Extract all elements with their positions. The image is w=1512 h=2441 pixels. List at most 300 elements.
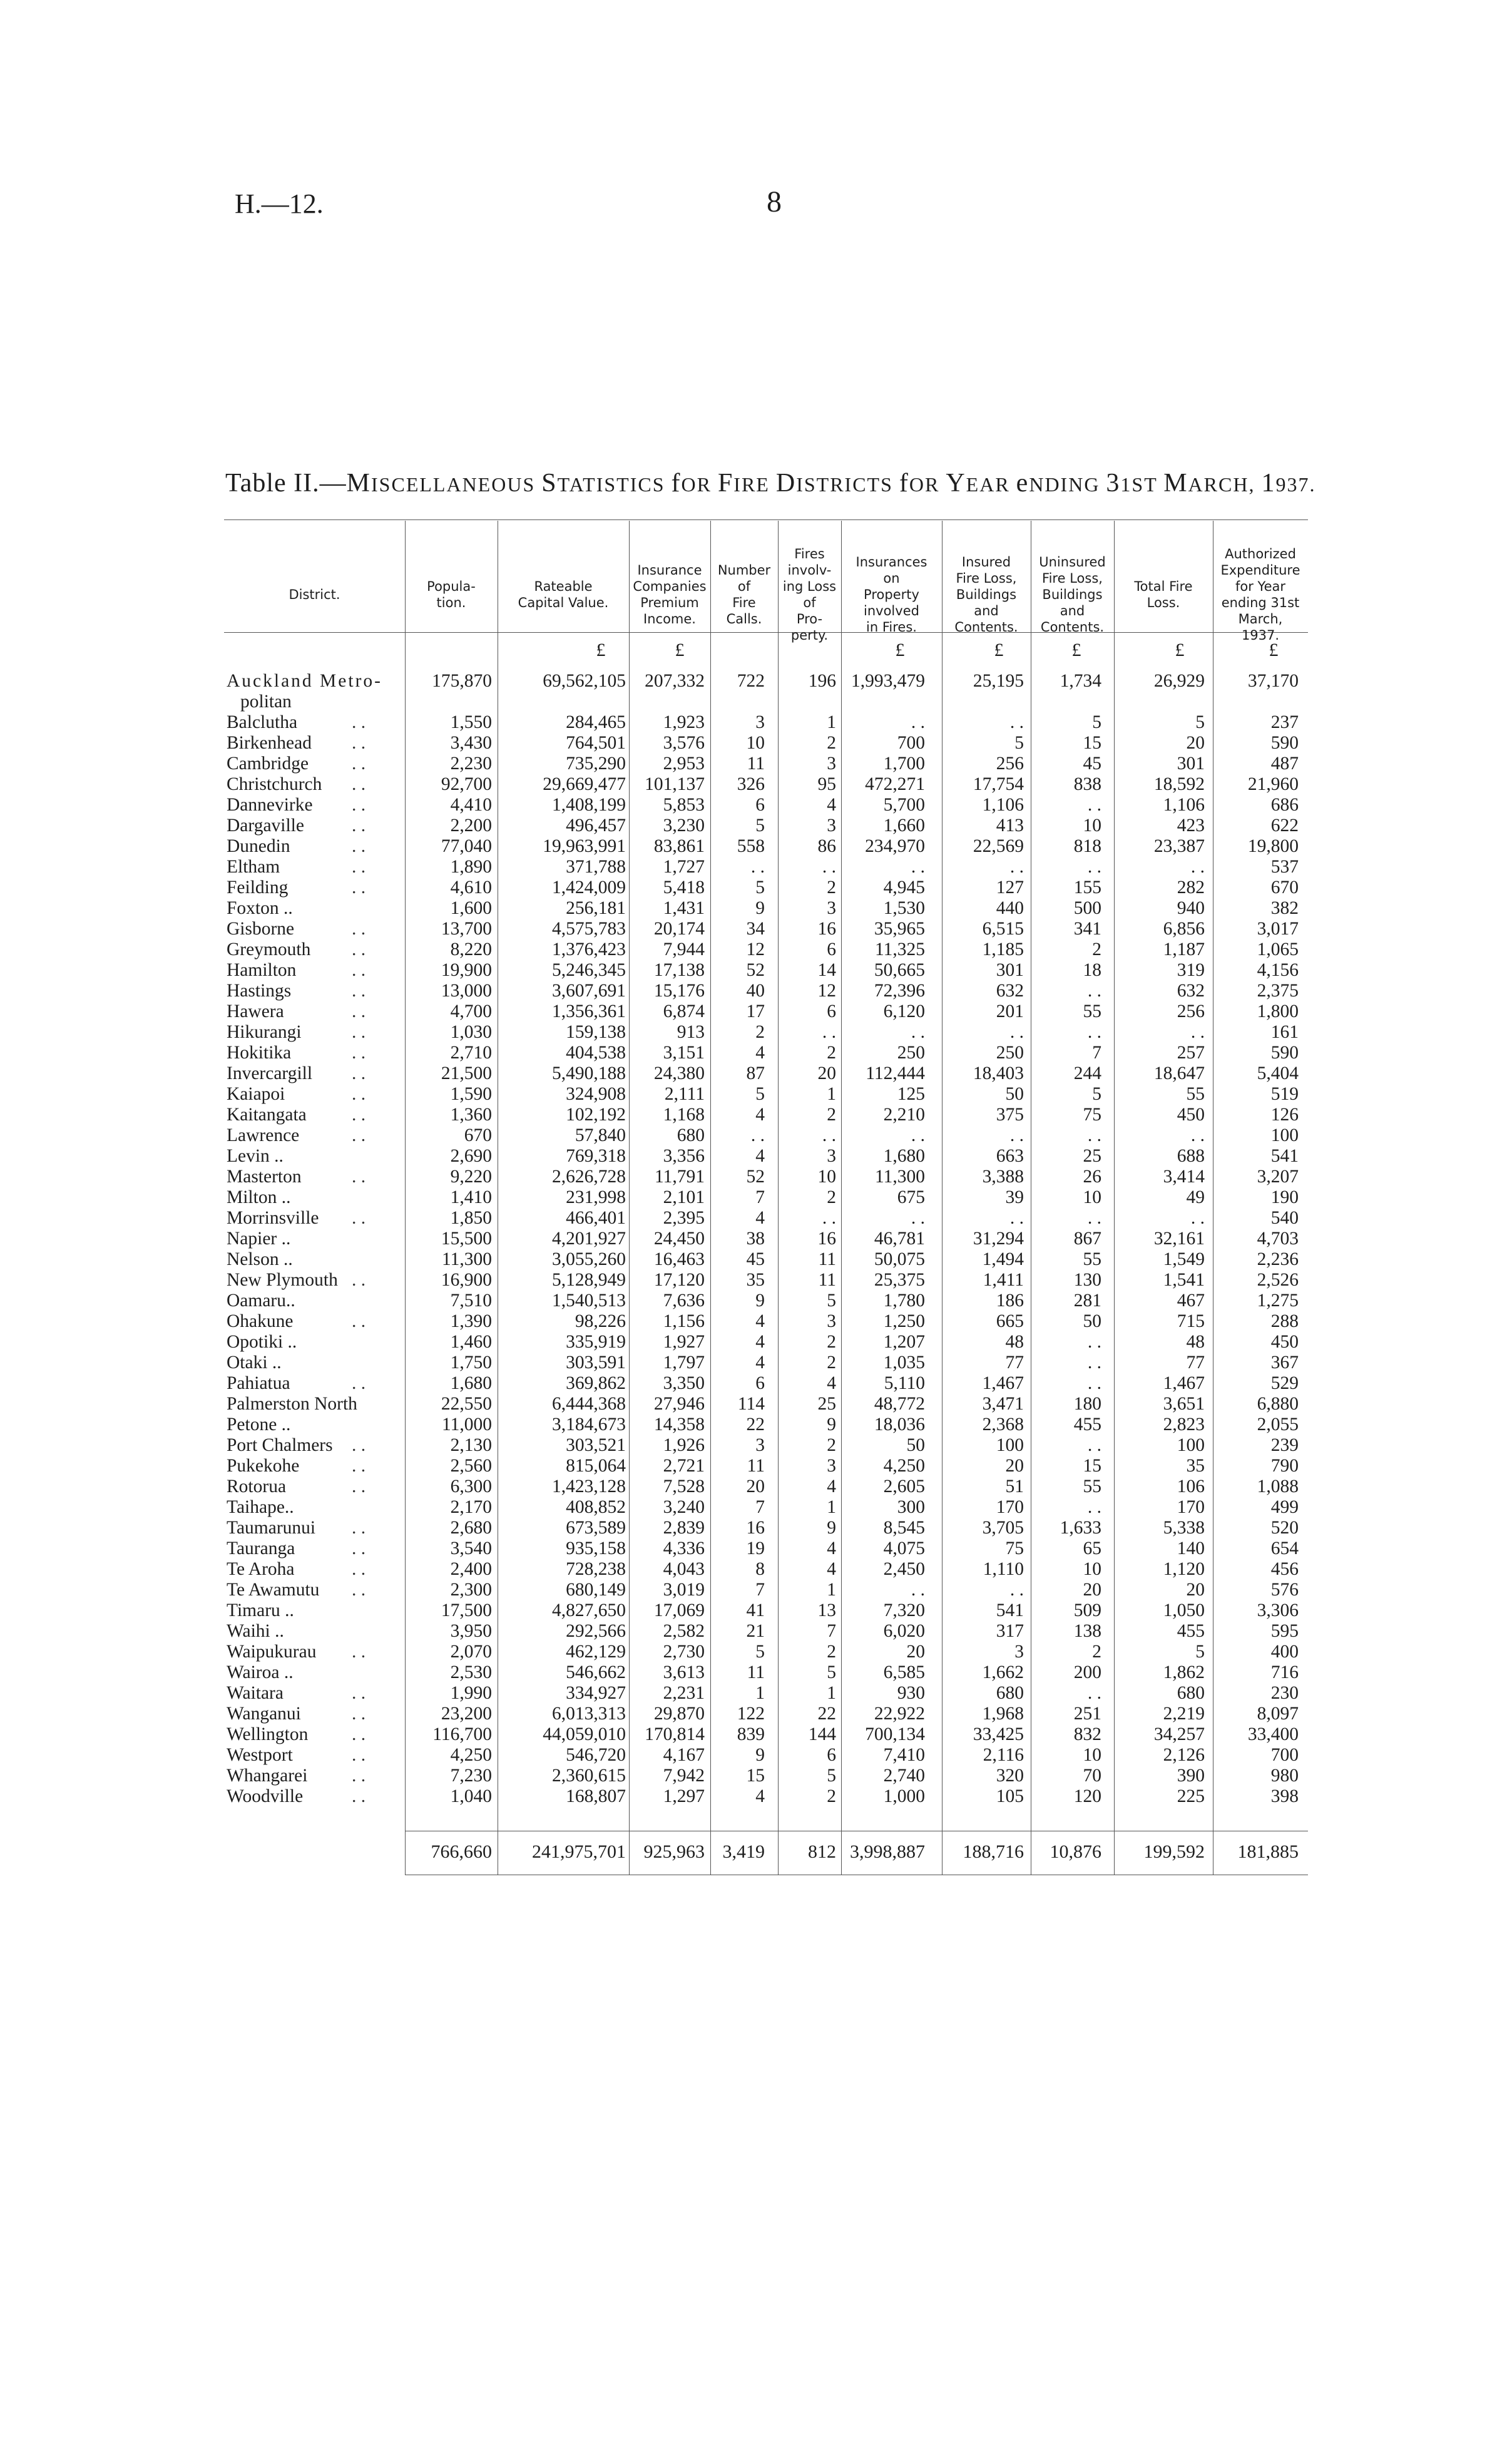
cell-expenditure: 519 (1270, 1084, 1299, 1104)
cell-insurances: 6,120 (883, 1001, 925, 1021)
cell-total-loss: 1,541 (1163, 1270, 1205, 1290)
cell-uninsured-loss: 130 (1073, 1270, 1101, 1290)
district-name: Dargaville (227, 816, 304, 836)
cell-calls: 22 (746, 1415, 765, 1435)
leader-dots: . . (352, 754, 366, 774)
cell-calls: 6 (755, 795, 765, 815)
cell-capital: 408,852 (566, 1497, 626, 1517)
cell-fires-loss: 2 (827, 878, 836, 898)
district-name: Woodville (227, 1786, 304, 1806)
cell-expenditure: 540 (1270, 1208, 1299, 1228)
cell-insurances: 234,970 (865, 836, 925, 856)
cell-uninsured-loss: 10 (1083, 1745, 1101, 1765)
cell-uninsured-loss: 244 (1073, 1063, 1101, 1083)
cell-insurances: 50,665 (874, 960, 925, 980)
table-row (0, 1745, 1512, 1766)
district-name: Oamaru.. (227, 1291, 295, 1311)
cell-insurances: 6,020 (883, 1621, 925, 1641)
table-row (0, 1394, 1512, 1415)
cell-uninsured-loss: . . (1087, 1332, 1101, 1352)
totals-row (0, 1841, 1512, 1862)
cell-uninsured-loss: 200 (1073, 1662, 1101, 1682)
leader-dots: . . (352, 712, 366, 732)
cell-insured-loss: 33,425 (973, 1724, 1024, 1744)
cell-population: 1,750 (450, 1353, 492, 1373)
cell-population: 2,230 (450, 754, 492, 774)
cell-expenditure: 790 (1270, 1456, 1299, 1476)
cell-uninsured-loss: . . (1087, 1208, 1101, 1228)
cell-fires-loss: 2 (827, 1332, 836, 1352)
cell-total-loss: 18,592 (1153, 774, 1205, 794)
cell-population: 2,680 (450, 1518, 492, 1538)
table-row (0, 1229, 1512, 1249)
cell-capital: 369,862 (566, 1373, 626, 1393)
cell-calls: 5 (755, 1084, 765, 1104)
cell-total-loss: 940 (1177, 898, 1205, 918)
cell-insurances: 7,410 (883, 1745, 925, 1765)
cell-fires-loss: 4 (827, 1476, 836, 1497)
cell-calls: 19 (746, 1538, 765, 1558)
cell-capital: 546,720 (566, 1745, 626, 1765)
cell-insured-loss: 2,116 (983, 1745, 1024, 1765)
cell-total-loss: 455 (1177, 1621, 1205, 1641)
cell-expenditure: 190 (1270, 1187, 1299, 1207)
cell-population: 1,410 (450, 1187, 492, 1207)
cell-capital: 496,457 (566, 816, 626, 836)
cell-premium: 4,167 (663, 1745, 705, 1765)
cell-total-loss: 77 (1186, 1353, 1205, 1373)
cell-uninsured-loss: 341 (1073, 919, 1101, 939)
cell-calls: 4 (755, 1311, 765, 1331)
cell-premium: 16,463 (653, 1249, 705, 1269)
cell-insurances: 22,922 (874, 1704, 925, 1724)
total-insurances: 3,998,887 (850, 1841, 925, 1862)
column-header-total-loss (1114, 523, 1213, 667)
cell-insurances: 675 (897, 1187, 925, 1207)
cell-insured-loss: 31,294 (973, 1229, 1024, 1249)
cell-insurances: 1,530 (883, 898, 925, 918)
total-fires-loss: 812 (808, 1841, 836, 1862)
cell-capital: 44,059,010 (543, 1724, 626, 1744)
cell-insurances: 472,271 (865, 774, 925, 794)
unit-symbol: £ (1269, 640, 1279, 660)
district-name: Pukekohe (227, 1456, 300, 1476)
table-row (0, 1559, 1512, 1580)
cell-capital: 335,919 (566, 1332, 626, 1352)
cell-total-loss: 1,549 (1163, 1249, 1205, 1269)
cell-expenditure: 700 (1270, 1745, 1299, 1765)
cell-premium: 11,791 (654, 1167, 705, 1187)
district-name: Nelson .. (227, 1249, 293, 1269)
cell-insured-loss: 127 (996, 878, 1024, 898)
column-header-fires-loss (778, 523, 841, 667)
cell-calls: 7 (755, 1580, 765, 1600)
cell-total-loss: 256 (1177, 1001, 1205, 1021)
cell-capital: 5,490,188 (552, 1063, 626, 1083)
cell-population: 15,500 (441, 1229, 492, 1249)
cell-uninsured-loss: 55 (1083, 1249, 1101, 1269)
district-name: Kaitangata (227, 1105, 307, 1125)
cell-premium: 1,156 (663, 1311, 705, 1331)
unit-symbol: £ (895, 640, 905, 660)
cell-calls: 3 (755, 712, 765, 732)
district-name: Eltham (227, 857, 280, 877)
cell-population: 19,900 (441, 960, 492, 980)
leader-dots: . . (352, 1476, 366, 1497)
cell-population: 116,700 (432, 1724, 492, 1744)
cell-calls: 122 (737, 1704, 765, 1724)
cell-capital: 404,538 (566, 1043, 626, 1063)
leader-dots: . . (352, 1373, 366, 1393)
cell-capital: 1,356,361 (552, 1001, 626, 1021)
cell-insurances: 48,772 (874, 1394, 925, 1414)
column-header-text: Insured Fire Loss, Buildings and Contents. (954, 555, 1018, 635)
cell-capital: 764,501 (566, 733, 626, 753)
cell-population: 2,400 (450, 1559, 492, 1579)
leader-dots: . . (352, 1766, 366, 1786)
cell-uninsured-loss: 7 (1092, 1043, 1101, 1063)
cell-uninsured-loss: 509 (1073, 1600, 1101, 1620)
cell-uninsured-loss: 75 (1083, 1105, 1101, 1125)
leader-dots: . . (352, 774, 366, 794)
table-row (0, 1373, 1512, 1394)
cell-expenditure: 4,703 (1257, 1229, 1299, 1249)
total-premium: 925,963 (643, 1841, 705, 1862)
cell-fires-loss: 5 (827, 1766, 836, 1786)
cell-calls: 35 (746, 1270, 765, 1290)
leader-dots: . . (352, 878, 366, 898)
table-row (0, 960, 1512, 981)
cell-insurances: 1,035 (883, 1353, 925, 1373)
cell-fires-loss: 16 (817, 1229, 836, 1249)
district-name: Te Aroha (227, 1559, 295, 1579)
cell-insurances: 700 (897, 733, 925, 753)
cell-fires-loss: 5 (827, 1291, 836, 1311)
cell-total-loss: 18,647 (1153, 1063, 1205, 1083)
cell-capital: 680,149 (566, 1580, 626, 1600)
cell-population: 2,690 (450, 1146, 492, 1166)
table-row (0, 836, 1512, 857)
cell-total-loss: 1,050 (1163, 1600, 1205, 1620)
cell-calls: 16 (746, 1518, 765, 1538)
cell-calls: 4 (755, 1146, 765, 1166)
cell-insured-loss: 186 (996, 1291, 1024, 1311)
cell-capital: 57,840 (575, 1125, 626, 1145)
cell-premium: 24,380 (653, 1063, 705, 1083)
cell-insurances: 700,134 (865, 1724, 925, 1744)
table-row (0, 898, 1512, 919)
cell-calls: 7 (755, 1187, 765, 1207)
district-name: Morrinsville (227, 1208, 319, 1228)
cell-population: 3,430 (450, 733, 492, 753)
table-title-prefix: Table II.— (225, 469, 347, 498)
leader-dots: . . (352, 1745, 366, 1765)
cell-fires-loss: 11 (818, 1249, 836, 1269)
table-row (0, 1518, 1512, 1538)
cell-population: 4,250 (450, 1745, 492, 1765)
cell-population: 1,460 (450, 1332, 492, 1352)
column-header-text: Fires involv- ing Loss of Pro- perty. (782, 546, 837, 643)
cell-total-loss: 1,120 (1163, 1559, 1205, 1579)
cell-total-loss: 140 (1177, 1538, 1205, 1558)
cell-expenditure: 595 (1270, 1621, 1299, 1641)
cell-fires-loss: 3 (827, 1311, 836, 1331)
cell-total-loss: 5 (1195, 712, 1205, 732)
cell-insured-loss: 2,368 (982, 1415, 1024, 1435)
table-row (0, 939, 1512, 960)
cell-calls: 114 (737, 1394, 765, 1414)
leader-dots: . . (352, 1105, 366, 1125)
cell-total-loss: 20 (1186, 1580, 1205, 1600)
cell-expenditure: 1,065 (1257, 939, 1299, 960)
table-row (0, 733, 1512, 754)
cell-calls: 7 (755, 1497, 765, 1517)
leader-dots: . . (352, 1063, 366, 1083)
cell-uninsured-loss: . . (1087, 1373, 1101, 1393)
cell-total-loss: 3,651 (1163, 1394, 1205, 1414)
cell-fires-loss: 12 (817, 981, 836, 1001)
cell-total-loss: 450 (1177, 1105, 1205, 1125)
cell-population: 11,000 (441, 1415, 492, 1435)
cell-premium: 1,168 (663, 1105, 705, 1125)
district-name: Te Awamutu (227, 1580, 320, 1600)
cell-uninsured-loss: 120 (1073, 1786, 1101, 1806)
leader-dots: . . (352, 1683, 366, 1703)
cell-calls: 52 (746, 960, 765, 980)
cell-population: 22,550 (441, 1394, 492, 1414)
cell-insured-loss: 6,515 (982, 919, 1024, 939)
district-name: Whangarei (227, 1766, 308, 1786)
cell-insured-loss: 1,662 (982, 1662, 1024, 1682)
cell-insured-loss: 3,471 (982, 1394, 1024, 1414)
total-insured-loss: 188,716 (963, 1841, 1024, 1862)
cell-expenditure: 529 (1270, 1373, 1299, 1393)
cell-capital: 29,669,477 (543, 774, 626, 794)
cell-uninsured-loss: 15 (1083, 733, 1101, 753)
district-name: Taumarunui (227, 1518, 316, 1538)
cell-insured-loss: 1,411 (983, 1270, 1024, 1290)
cell-insurances: 112,444 (866, 1063, 925, 1083)
table-row (0, 1724, 1512, 1745)
cell-insured-loss: 51 (1005, 1476, 1024, 1497)
cell-premium: 14,358 (653, 1415, 705, 1435)
cell-insured-loss: 375 (996, 1105, 1024, 1125)
cell-uninsured-loss: 26 (1083, 1167, 1101, 1187)
cell-insurances: 250 (897, 1043, 925, 1063)
cell-uninsured-loss: 838 (1073, 774, 1101, 794)
table-row (0, 1043, 1512, 1063)
cell-capital: 256,181 (566, 898, 626, 918)
cell-capital: 6,444,368 (552, 1394, 626, 1414)
leader-dots: . . (352, 1518, 366, 1538)
cell-insurances: 2,210 (883, 1105, 925, 1125)
cell-capital: 815,064 (566, 1456, 626, 1476)
cell-insurances: 4,075 (883, 1538, 925, 1558)
leader-dots: . . (352, 1311, 366, 1331)
cell-premium: 3,240 (663, 1497, 705, 1517)
district-name: Wellington (227, 1724, 309, 1744)
cell-capital: 303,591 (566, 1353, 626, 1373)
district-name: Hawera (227, 1001, 284, 1021)
cell-expenditure: 520 (1270, 1518, 1299, 1538)
cell-population: 1,550 (450, 712, 492, 732)
cell-fires-loss: 6 (827, 1745, 836, 1765)
cell-expenditure: 1,800 (1257, 1001, 1299, 1021)
cell-uninsured-loss: 138 (1073, 1621, 1101, 1641)
district-name: Westport (227, 1745, 293, 1765)
cell-insurances: 300 (897, 1497, 925, 1517)
cell-expenditure: 400 (1270, 1642, 1299, 1662)
cell-calls: 52 (746, 1167, 765, 1187)
cell-capital: 69,562,105 (543, 671, 626, 691)
cell-uninsured-loss: 180 (1073, 1394, 1101, 1414)
table-row (0, 1332, 1512, 1353)
leader-dots: . . (352, 939, 366, 960)
cell-fires-loss: . . (822, 1125, 836, 1145)
cell-fires-loss: 6 (827, 1001, 836, 1021)
cell-total-loss: 170 (1177, 1497, 1205, 1517)
cell-fires-loss: 2 (827, 1043, 836, 1063)
cell-expenditure: 576 (1270, 1580, 1299, 1600)
leader-dots: . . (352, 960, 366, 980)
cell-insured-loss: 39 (1005, 1187, 1024, 1207)
cell-calls: 5 (755, 1642, 765, 1662)
cell-total-loss: 3,414 (1163, 1167, 1205, 1187)
cell-capital: 5,128,949 (552, 1270, 626, 1290)
district-name: Hikurangi (227, 1022, 302, 1042)
unit-symbol: £ (596, 640, 606, 660)
cell-premium: 2,839 (663, 1518, 705, 1538)
leader-dots: . . (352, 1724, 366, 1744)
cell-capital: 159,138 (566, 1022, 626, 1042)
cell-calls: 1 (755, 1683, 765, 1703)
total-capital: 241,975,701 (532, 1841, 626, 1862)
cell-insurances: 2,605 (883, 1476, 925, 1497)
table-row (0, 816, 1512, 836)
cell-calls: 87 (746, 1063, 765, 1083)
cell-fires-loss: 1 (827, 1580, 836, 1600)
cell-capital: 168,807 (566, 1786, 626, 1806)
cell-population: 1,590 (450, 1084, 492, 1104)
cell-insurances: 50,075 (874, 1249, 925, 1269)
district-name: Feilding (227, 878, 289, 898)
table-row (0, 1187, 1512, 1208)
cell-fires-loss: 7 (827, 1621, 836, 1641)
cell-capital: 4,827,650 (552, 1600, 626, 1620)
cell-premium: 27,946 (653, 1394, 705, 1414)
cell-calls: 40 (746, 981, 765, 1001)
leader-dots: . . (352, 1270, 366, 1290)
table-row-continuation (0, 692, 1512, 712)
cell-fires-loss: 4 (827, 795, 836, 815)
cell-total-loss: . . (1190, 1022, 1205, 1042)
cell-insured-loss: 48 (1005, 1332, 1024, 1352)
cell-capital: 769,318 (566, 1146, 626, 1166)
total-uninsured-loss: 10,876 (1050, 1841, 1101, 1862)
cell-insured-loss: 17,754 (973, 774, 1024, 794)
cell-total-loss: 100 (1177, 1435, 1205, 1455)
cell-calls: 21 (746, 1621, 765, 1641)
leader-dots: . . (352, 981, 366, 1001)
cell-expenditure: 21,960 (1247, 774, 1299, 794)
cell-capital: 98,226 (575, 1311, 626, 1331)
cell-uninsured-loss: 55 (1083, 1001, 1101, 1021)
cell-fires-loss: 9 (827, 1415, 836, 1435)
cell-population: 1,600 (450, 898, 492, 918)
cell-insured-loss: 18,403 (973, 1063, 1024, 1083)
cell-expenditure: 1,088 (1257, 1476, 1299, 1497)
cell-total-loss: 319 (1177, 960, 1205, 980)
cell-fires-loss: 1 (827, 712, 836, 732)
column-header-district (224, 523, 405, 667)
leader-dots: . . (352, 1043, 366, 1063)
cell-population: 2,560 (450, 1456, 492, 1476)
column-header-text: Insurance Companies Premium Income. (633, 563, 707, 627)
cell-calls: 17 (746, 1001, 765, 1021)
cell-insurances: 6,585 (883, 1662, 925, 1682)
cell-expenditure: 398 (1270, 1786, 1299, 1806)
cell-population: 2,530 (450, 1662, 492, 1682)
cell-calls: 839 (737, 1724, 765, 1744)
cell-total-loss: 282 (1177, 878, 1205, 898)
cell-premium: 5,418 (663, 878, 705, 898)
table-row (0, 1456, 1512, 1476)
cell-premium: 207,332 (645, 671, 705, 691)
cell-calls: 4 (755, 1043, 765, 1063)
cell-fires-loss: 95 (817, 774, 836, 794)
cell-uninsured-loss: 70 (1083, 1766, 1101, 1786)
page-header-ref: H.—12. (235, 188, 324, 219)
table-row (0, 1270, 1512, 1291)
cell-capital: 4,201,927 (552, 1229, 626, 1249)
cell-premium: 3,350 (663, 1373, 705, 1393)
district-name: New Plymouth (227, 1270, 338, 1290)
cell-capital: 231,998 (566, 1187, 626, 1207)
cell-population: 1,040 (450, 1786, 492, 1806)
cell-capital: 1,540,513 (552, 1291, 626, 1311)
cell-total-loss: 2,126 (1163, 1745, 1205, 1765)
cell-expenditure: 1,275 (1257, 1291, 1299, 1311)
cell-total-loss: 688 (1177, 1146, 1205, 1166)
cell-capital: 6,013,313 (552, 1704, 626, 1724)
cell-total-loss: 632 (1177, 981, 1205, 1001)
column-header-expenditure (1213, 523, 1308, 667)
cell-expenditure: 5,404 (1257, 1063, 1299, 1083)
cell-insured-loss: . . (1009, 857, 1024, 877)
cell-fires-loss: . . (822, 857, 836, 877)
cell-fires-loss: 2 (827, 1187, 836, 1207)
leader-dots: . . (352, 1642, 366, 1662)
cell-calls: 4 (755, 1332, 765, 1352)
cell-calls: 326 (737, 774, 765, 794)
cell-insurances: 1,700 (883, 754, 925, 774)
cell-uninsured-loss: 15 (1083, 1456, 1101, 1476)
cell-capital: 673,589 (566, 1518, 626, 1538)
cell-premium: 7,528 (663, 1476, 705, 1497)
cell-population: 92,700 (441, 774, 492, 794)
cell-premium: 4,043 (663, 1559, 705, 1579)
cell-total-loss: 680 (1177, 1683, 1205, 1703)
table-row (0, 1291, 1512, 1311)
cell-insurances: . . (911, 1580, 925, 1600)
cell-uninsured-loss: 455 (1073, 1415, 1101, 1435)
cell-fires-loss: 1 (827, 1683, 836, 1703)
cell-fires-loss: 16 (817, 919, 836, 939)
district-name: Auckland Metro- (227, 671, 382, 691)
cell-insured-loss: 201 (996, 1001, 1024, 1021)
cell-capital: 324,908 (566, 1084, 626, 1104)
cell-insurances: . . (911, 1208, 925, 1228)
